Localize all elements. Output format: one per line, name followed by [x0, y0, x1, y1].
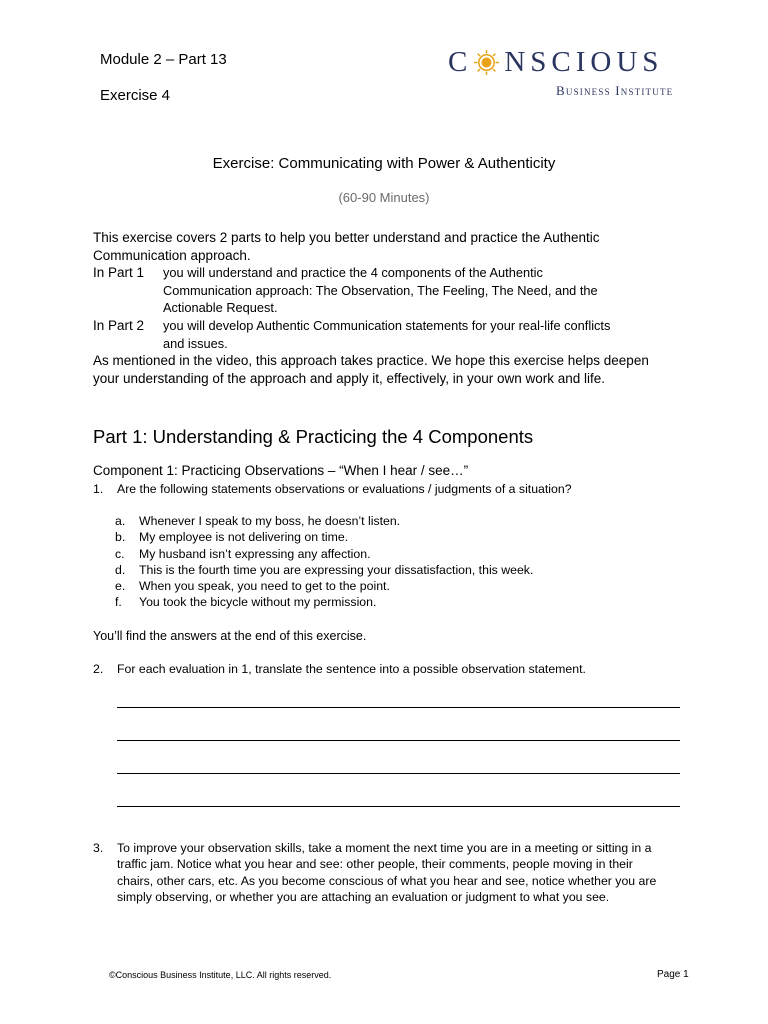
intro-block [93, 229, 693, 387]
question-text: Are the following statements observations or evaluations / judgments of a situation? [117, 482, 572, 496]
question-number: 1. [93, 482, 104, 496]
answer-line[interactable] [117, 707, 680, 708]
question-text: For each evaluation in 1, translate the sentence into a possible observation statement. [117, 662, 586, 676]
question-number: 3. [93, 841, 104, 855]
part1-line: Actionable Request. [163, 300, 278, 316]
logo-letters-rest: NSCIOUS [504, 46, 664, 78]
list-item [115, 546, 715, 562]
part2-line: you will develop Authentic Communication statements for your real-life conflicts [163, 317, 611, 333]
part2-description [93, 317, 693, 352]
part1-text [163, 264, 598, 317]
list-item [115, 562, 715, 578]
question-line: simply observing, or whether you are attaching an evaluation or judgment to what you see. [117, 889, 610, 904]
sun-icon [473, 49, 500, 76]
question-line: traffic jam. Notice what you hear and see: other people, their comments, people moving in their [117, 857, 633, 872]
logo-wordmark [448, 46, 663, 79]
list-item [115, 529, 715, 545]
logo-subtitle: Business Institute [556, 83, 674, 98]
item-text: Whenever I speak to my boss, he doesn’t listen. [139, 514, 401, 528]
item-marker: a. [115, 514, 126, 528]
footer-page-number: Page 1 [657, 969, 689, 980]
part2-text [163, 317, 610, 352]
item-marker: d. [115, 562, 126, 577]
question-line: chairs, other cars, etc. As you become conscious of what you hear and see, notice whether you are [117, 873, 657, 888]
item-marker: b. [115, 530, 126, 545]
list-item [115, 513, 715, 529]
page-title: Exercise: Communicating with Power & Authenticity [212, 155, 556, 172]
part1-line: Communication approach: The Observation, The Feeling, The Need, and the [163, 282, 598, 298]
question-number: 2. [93, 662, 104, 676]
duration: (60-90 Minutes) [338, 190, 430, 205]
module-label: Module 2 – Part 13 [100, 51, 227, 68]
part1-description [93, 264, 693, 317]
part1-heading: Part 1: Understanding & Practicing the 4 Components [93, 426, 534, 447]
exercise-label: Exercise 4 [100, 87, 171, 104]
item-marker: f. [115, 595, 122, 610]
question-1 [93, 481, 713, 497]
footer-copyright: ©Conscious Business Institute, LLC. All rights reserved. [109, 970, 332, 980]
part1-line: you will understand and practice the 4 components of the Authentic [163, 265, 543, 281]
item-text: My employee is not delivering on time. [139, 530, 349, 545]
item-marker: c. [115, 546, 125, 561]
part1-label: In Part 1 [93, 265, 145, 281]
part2-line: and issues. [163, 335, 228, 351]
item-text: You took the bicycle without my permission. [139, 595, 377, 610]
question-3 [93, 840, 713, 905]
answer-line[interactable] [117, 773, 680, 774]
intro-lead-line-2: Communication approach. [93, 247, 251, 263]
question-line: To improve your observation skills, take a moment the next time you are in a meeting or sitting in a [117, 841, 652, 855]
intro-lead-line-1: This exercise covers 2 parts to help you better understand and practice the Authentic [93, 230, 600, 245]
component1-heading: Component 1: Practicing Observations – “When I hear / see…” [93, 463, 469, 478]
answer-line[interactable] [117, 740, 680, 741]
answer-line[interactable] [117, 806, 680, 807]
question-2 [93, 661, 713, 677]
item-text: When you speak, you need to get to the point. [139, 579, 390, 594]
logo [448, 46, 663, 79]
list-item [115, 594, 715, 610]
answers-note: You’ll find the answers at the end of this exercise. [93, 629, 367, 643]
intro-closing-line-2: your understanding of the approach and apply it, effectively, in your own work and life. [93, 370, 606, 386]
statement-list [115, 513, 715, 611]
intro-closing-line-1: As mentioned in the video, this approach takes practice. We hope this exercise helps deepen [93, 353, 649, 369]
item-text: My husband isn’t expressing any affection. [139, 546, 371, 561]
list-item [115, 578, 715, 594]
item-marker: e. [115, 579, 126, 594]
question-text [117, 840, 656, 905]
part2-label: In Part 2 [93, 317, 145, 333]
item-text: This is the fourth time you are expressing your dissatisfaction, this week. [139, 562, 534, 577]
logo-letter-c: C [448, 46, 473, 78]
